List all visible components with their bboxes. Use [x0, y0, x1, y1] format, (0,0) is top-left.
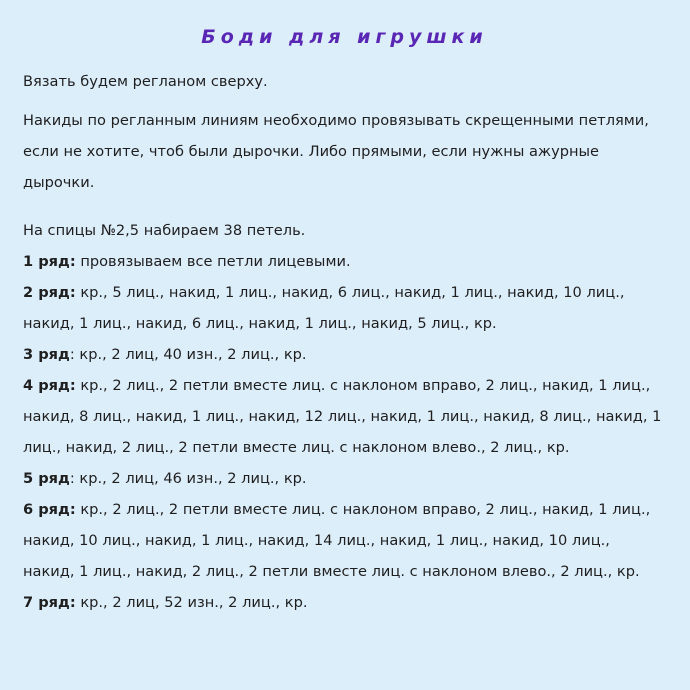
row-3-label: 3 ряд [23, 346, 70, 363]
row-7-label: 7 ряд: [23, 594, 76, 611]
row-5-label: 5 ряд [23, 470, 70, 487]
row-4-label: 4 ряд: [23, 377, 76, 394]
row-1-label: 1 ряд: [23, 253, 76, 270]
page-title: Боди для игрушки [201, 26, 488, 48]
row-3-paragraph [23, 339, 666, 370]
row-1-paragraph [23, 246, 666, 277]
row-4-text: кр., 2 лиц., 2 петли вместе лиц. с наклоном вправо, 2 лиц., накид, 1 лиц., накид, 8 лиц., накид, 1 лиц., накид, 12 лиц., накид, 1 лиц., накид, 8 лиц., накид, 1 лиц., накид, 2 лиц., 2 петли вместе лиц. с наклоном влево., 2 лиц., кр. [23, 377, 662, 456]
row-2-text: кр., 5 лиц., накид, 1 лиц., накид, 6 лиц., накид, 1 лиц., накид, 10 лиц., накид, 1 лиц., накид, 6 лиц., накид, 1 лиц., накид, 5 лиц., кр. [23, 284, 625, 332]
row-6-text: кр., 2 лиц., 2 петли вместе лиц. с наклоном вправо, 2 лиц., накид, 1 лиц., накид, 10 лиц., накид, 1 лиц., накид, 14 лиц., накид, 1 лиц., накид, 10 лиц., накид, 1 лиц., накид, 2 лиц., 2 петли вместе лиц. с наклоном влево., 2 лиц., кр. [23, 501, 651, 580]
row-4-paragraph [23, 370, 666, 463]
cast-on-paragraph: На спицы №2,5 набираем 38 петель. [23, 222, 306, 239]
row-2-paragraph [23, 277, 666, 339]
row-1-text: провязываем все петли лицевыми. [75, 253, 351, 270]
row-3-text: : кр., 2 лиц, 40 изн., 2 лиц., кр. [69, 346, 307, 363]
row-5-text: : кр., 2 лиц, 46 изн., 2 лиц., кр. [69, 470, 307, 487]
row-7-paragraph [23, 587, 666, 618]
row-5-paragraph [23, 463, 666, 494]
row-7-text: кр., 2 лиц, 52 изн., 2 лиц., кр. [75, 594, 308, 611]
row-6-label: 6 ряд: [23, 501, 76, 518]
row-6-paragraph [23, 494, 666, 587]
intro-paragraph: Вязать будем регланом сверху. [23, 73, 268, 90]
row-2-label: 2 ряд: [23, 284, 76, 301]
note-paragraph: Накиды по регланным линиям необходимо провязывать скрещенными петлями, если не хотите, чтоб были дырочки. Либо прямыми, если нужны ажурные дырочки. [23, 112, 649, 191]
